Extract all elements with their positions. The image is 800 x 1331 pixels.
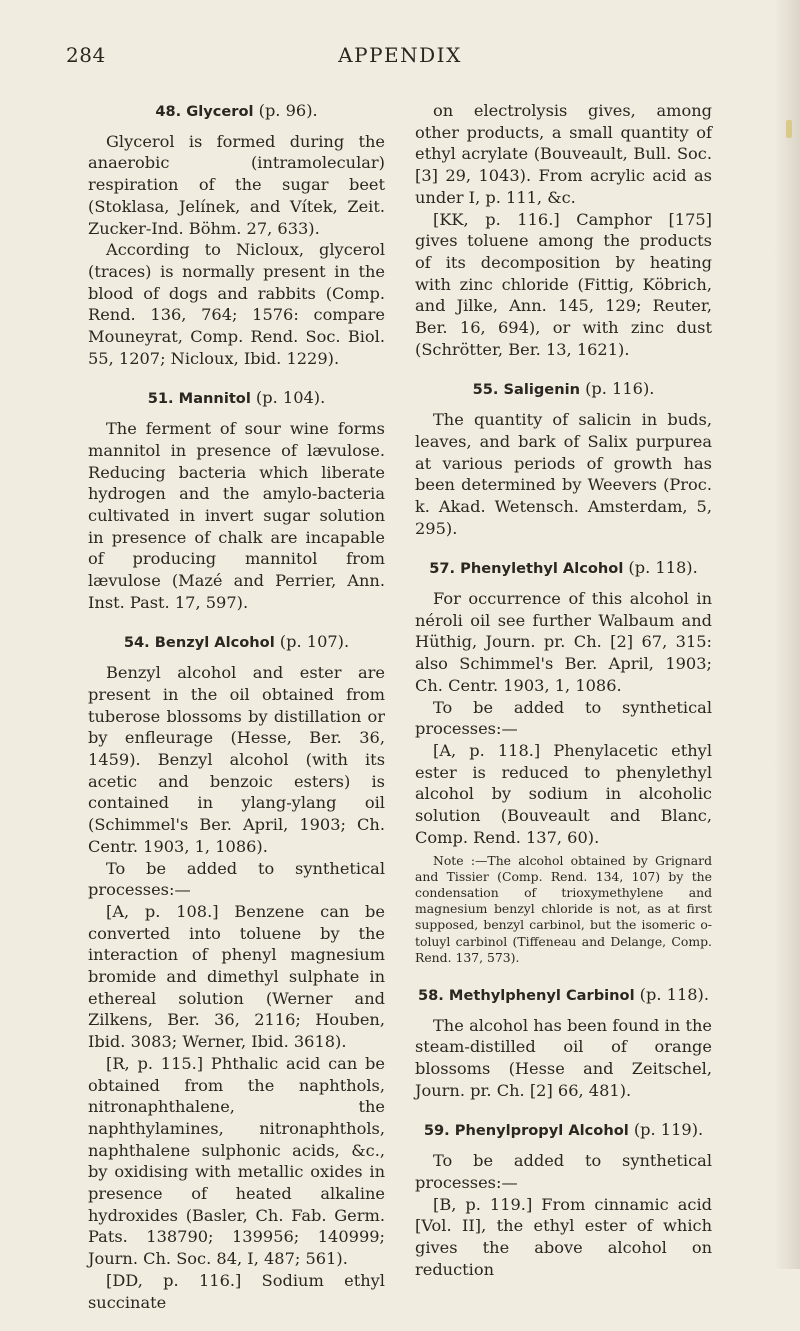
article-section: [88, 100, 385, 369]
left-column: [88, 100, 385, 1331]
page-number: 284: [66, 43, 106, 67]
section-heading-title: 55. Saligenin: [472, 381, 580, 399]
paragraph: [A, p. 108.] Benzene can be converted into toluene by the interaction of phenyl magnesium bromide and dimethyl sulphate in ethereal solution (Werner and Zilkens, Ber. 36, 2116; Houben, Ibid. 3083; Werner, Ibid. 3618).: [88, 901, 385, 1052]
article-section: [415, 984, 712, 1102]
article-section: [415, 1119, 712, 1280]
article-section: [415, 100, 712, 360]
section-heading: [415, 1119, 712, 1142]
right-column: [415, 100, 712, 1298]
paragraph: To be added to synthetical processes:—: [415, 697, 712, 739]
footnote: Note :—The alcohol obtained by Grignard and Tissier (Comp. Rend. 134, 107) by the condensation of trioxymethylene and magnesium benzyl chloride is not, as at first supposed, benzyl carbinol, but the isomeric o-toluyl carbinol (Tiffeneau and Delange, Comp. Rend. 137, 573).: [415, 852, 712, 965]
paragraph: Benzyl alcohol and ester are present in the oil obtained from tuberose blossoms by distillation or by enfleurage (Hesse, Ber. 36, 1459). Benzyl alcohol (with its acetic and benzoic esters) is contained in ylang-ylang oil (Schimmel's Ber. April, 1903; Ch. Centr. 1903, 1, 1086).: [88, 663, 385, 856]
paragraph: [DD, p. 116.] Sodium ethyl succinate: [88, 1270, 385, 1312]
paragraph: on electrolysis gives, among other products, a small quantity of ethyl acrylate (Bouveault, Bull. Soc. [3] 29, 1043). From acrylic acid as under I, p. 111, &c.: [415, 101, 712, 207]
section-heading-title: 51. Mannitol: [147, 390, 251, 408]
paragraph: [R, p. 115.] Phthalic acid can be obtained from the naphthols, nitronaphthalene, the naphthylamines, nitronaphthols, naphthalene sulphonic acids, &c., by oxidising with metallic oxides in presence of heated alkaline hydroxides (Basler, Ch. Fab. Germ. Pats. 138790; 139956; 140999; Journ. Ch. Soc. 84, I, 487; 561).: [88, 1053, 385, 1269]
section-page-ref: (p. 96).: [258, 101, 318, 120]
section-page-ref: (p. 118).: [639, 984, 709, 1004]
paragraph: [KK, p. 116.] Camphor [175] gives toluene among the products of its decomposition by heating with zinc chloride (Fittig, Köbrich, and Jilke, Ann. 145, 129; Reuter, Ber. 16, 694), or with zinc dust (Schrötter, Ber. 13, 1621).: [415, 209, 712, 359]
section-heading-title: 54. Benzyl Alcohol: [123, 634, 275, 652]
paragraph: According to Nicloux, glycerol (traces) is normally present in the blood of dogs and rabbits (Comp. Rend. 136, 764; 1576: compare Mouneyrat, Comp. Rend. Soc. Biol. 55, 1207; Nicloux, Ibid. 1229).: [88, 240, 385, 368]
page-edge-shadow: [774, 0, 800, 1269]
article-section: [88, 631, 385, 1313]
section-heading-title: 48. Glycerol: [155, 103, 254, 120]
section-heading-title: 59. Phenylpropyl Alcohol: [423, 1122, 629, 1140]
paragraph: [B, p. 119.] From cinnamic acid [Vol. II], the ethyl ester of which gives the above alcohol on reduction: [415, 1194, 712, 1279]
section-page-ref: (p. 116).: [585, 379, 655, 399]
section-heading: [88, 631, 385, 654]
section-heading: [415, 557, 712, 580]
section-page-ref: (p. 119).: [633, 1120, 704, 1140]
section-page-ref: (p. 104).: [255, 388, 326, 408]
section-heading: [88, 387, 385, 410]
page-edge-mark: [786, 120, 792, 138]
paragraph: To be added to synthetical processes:—: [88, 858, 385, 900]
section-page-ref: (p. 107).: [279, 632, 350, 652]
article-section: [415, 557, 712, 966]
paragraph: For occurrence of this alcohol in néroli oil see further Walbaum and Hüthig, Journ. pr. Ch. [2] 67, 315: also Schimmel's Ber. April, 1903; Ch. Centr. 1903, 1, 1086.: [415, 589, 712, 695]
section-heading: [415, 378, 712, 401]
paragraph: To be added to synthetical processes:—: [415, 1151, 712, 1192]
section-page-ref: (p. 118).: [628, 558, 698, 578]
section-heading-title: 57. Phenylethyl Alcohol: [429, 560, 624, 578]
paragraph: Glycerol is formed during the anaerobic (intramolecular) respiration of the sugar beet (Stoklasa, Jelínek, and Vítek, Zeit. Zucker-Ind. Böhm. 27, 633).: [88, 131, 385, 238]
article-section: [88, 387, 385, 613]
section-heading: [88, 100, 385, 123]
section-heading: [415, 984, 712, 1007]
paragraph: The quantity of salicin in buds, leaves, and bark of Salix purpurea at various periods of growth has been determined by Weevers (Proc. k. Akad. Wetensch. Amsterdam, 5, 295).: [415, 410, 712, 538]
paragraph: The ferment of sour wine forms mannitol in presence of lævulose. Reducing bacteria which liberate hydrogen and the amylo-bacteria cultivated in invert sugar solution in presence of chalk are incapable of producing mannitol from lævulose (Mazé and Perrier, Ann. Inst. Past. 17, 597).: [88, 419, 385, 612]
paragraph: [A, p. 118.] Phenylacetic ethyl ester is reduced to phenylethyl alcohol by sodium in alcoholic solution (Bouveault and Blanc, Comp. Rend. 137, 60).: [415, 740, 712, 847]
running-head: APPENDIX: [338, 43, 462, 67]
article-section: [415, 378, 712, 539]
paragraph: The alcohol has been found in the steam-distilled oil of orange blossoms (Hesse and Zeitschel, Journ. pr. Ch. [2] 66, 481).: [415, 1015, 712, 1100]
section-heading-title: 58. Methylphenyl Carbinol: [418, 986, 635, 1004]
